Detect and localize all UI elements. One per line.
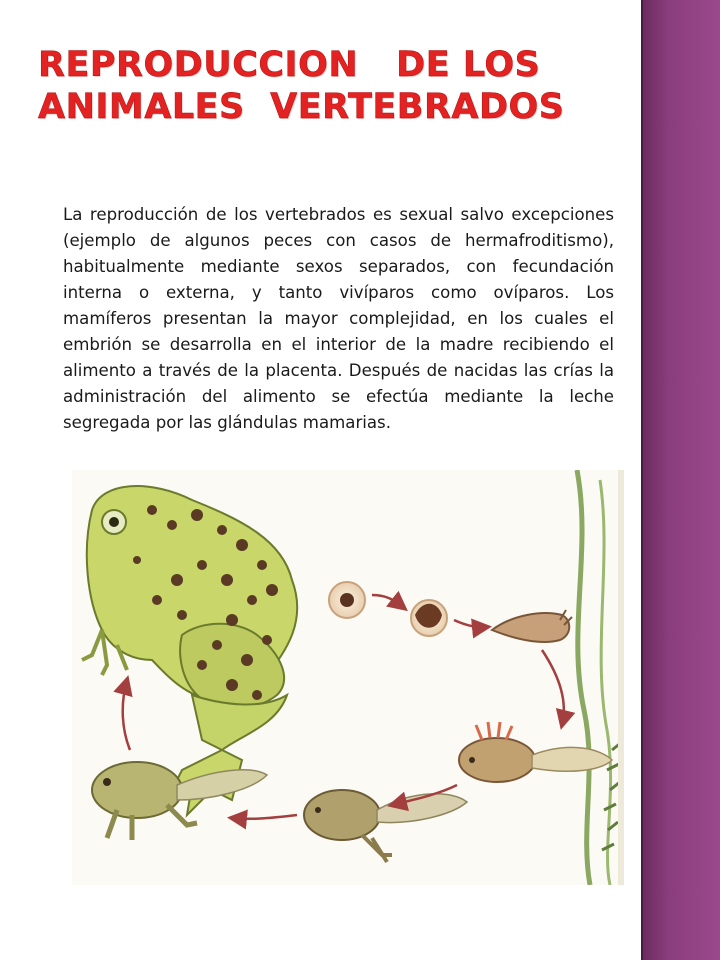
frog-life-cycle-illustration bbox=[72, 470, 624, 885]
sidebar-edge bbox=[641, 0, 643, 960]
egg-stage bbox=[329, 582, 365, 618]
water-plants bbox=[577, 470, 624, 885]
body-paragraph: La reproducción de los vertebrados es sexual salvo excepciones (ejemplo de algunos peces con casos de hermafroditismo), habitualmente mediante sexos separados, con fecundación interna o externa, y tanto vivíparos como ovíparos. Los mamíferos presentan la mayor complejidad, en los cuales el embrión se desarrolla en el interior de la madre recibiendo el alimento a través de la placenta. Después de nacidas las crías la administración del alimento se efectúa mediante la leche segregada por las glándulas mamarias. bbox=[63, 204, 614, 432]
title-line-2: ANIMALES VERTEBRADOS bbox=[38, 87, 565, 127]
decorative-sidebar bbox=[641, 0, 720, 960]
life-cycle-drawing bbox=[72, 470, 624, 885]
embryo-stage bbox=[411, 600, 447, 636]
hatchling-stage bbox=[492, 610, 572, 642]
tadpole-with-legs-stage bbox=[304, 790, 467, 862]
title-line-1: REPRODUCCION DE LOS bbox=[38, 45, 541, 85]
slide-title bbox=[38, 44, 628, 128]
